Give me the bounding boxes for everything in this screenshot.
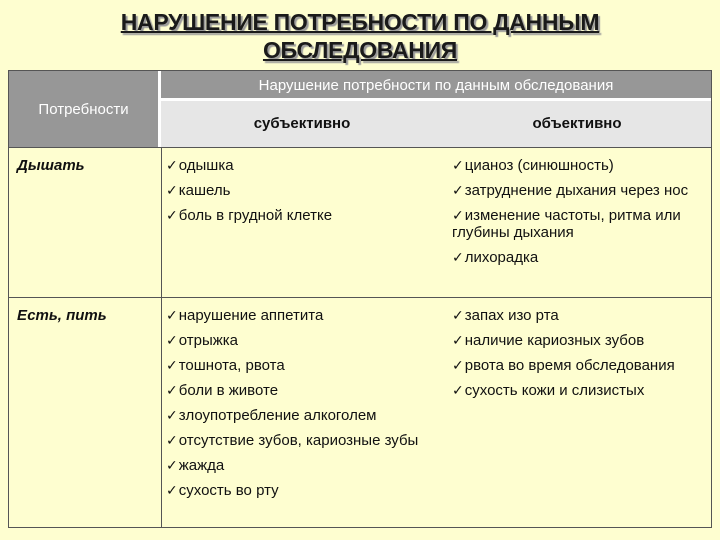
row-2-subjective-list	[166, 307, 438, 499]
list-item-text: сухость кожи и слизистых	[464, 382, 645, 399]
list-item-text: рвота во время обследования	[464, 357, 675, 374]
checkmark-icon: ✓	[452, 382, 464, 398]
list-item	[452, 307, 702, 324]
list-item	[166, 157, 438, 174]
checkmark-icon: ✓	[166, 432, 178, 448]
need-breathe: Дышать	[17, 157, 85, 174]
list-item	[452, 182, 702, 199]
checkmark-icon: ✓	[166, 157, 178, 173]
list-item-text: злоупотребление алкоголем	[178, 407, 377, 424]
checkmark-icon: ✓	[452, 182, 464, 198]
checkmark-icon: ✓	[166, 207, 178, 223]
row-divider	[9, 147, 711, 148]
header-group: Нарушение потребности по данным обследования	[161, 71, 711, 101]
checkmark-icon: ✓	[166, 382, 178, 398]
list-item-text: цианоз (синюшность)	[464, 157, 614, 174]
list-item	[166, 357, 438, 374]
list-item	[452, 332, 702, 349]
checkmark-icon: ✓	[452, 249, 464, 265]
list-item-text: изменение частоты, ритма или глубины дыхания	[452, 207, 681, 241]
list-item-text: нарушение аппетита	[178, 307, 324, 324]
list-item-text: отрыжка	[178, 332, 239, 349]
list-item-text: тошнота, рвота	[178, 357, 285, 374]
list-item	[452, 157, 702, 174]
list-item-text: лихорадка	[464, 249, 539, 266]
list-item	[166, 207, 438, 224]
list-item	[166, 332, 438, 349]
title-line-1: НАРУШЕНИЕ ПОТРЕБНОСТИ ПО ДАННЫМ	[120, 9, 600, 35]
list-item-text: одышка	[178, 157, 234, 174]
checkmark-icon: ✓	[452, 207, 464, 223]
list-item-text: жажда	[178, 457, 225, 474]
header-needs: Потребности	[9, 71, 161, 147]
list-item	[166, 382, 438, 399]
row-1-objective-list	[452, 157, 702, 266]
checkmark-icon: ✓	[166, 407, 178, 423]
list-item	[452, 357, 702, 374]
checkmark-icon: ✓	[166, 307, 178, 323]
checkmark-icon: ✓	[166, 457, 178, 473]
checkmark-icon: ✓	[166, 332, 178, 348]
list-item	[452, 249, 702, 266]
list-item-text: затруднение дыхания через нос	[464, 182, 689, 199]
list-item	[452, 382, 702, 399]
list-item	[166, 182, 438, 199]
list-item-text: боли в животе	[178, 382, 279, 399]
needs-table	[8, 70, 712, 528]
page-title	[0, 8, 720, 64]
checkmark-icon: ✓	[452, 307, 464, 323]
list-item-text: боль в грудной клетке	[178, 207, 333, 224]
header-subjective: субъективно	[161, 101, 443, 147]
list-item	[166, 457, 438, 474]
list-item	[452, 207, 702, 241]
list-item-text: отсутствие зубов, кариозные зубы	[178, 432, 419, 449]
checkmark-icon: ✓	[452, 357, 464, 373]
checkmark-icon: ✓	[452, 157, 464, 173]
row-1-subjective-list	[166, 157, 438, 224]
list-item	[166, 432, 438, 449]
checkmark-icon: ✓	[166, 357, 178, 373]
list-item	[166, 307, 438, 324]
list-item-text: наличие кариозных зубов	[464, 332, 645, 349]
checkmark-icon: ✓	[166, 182, 178, 198]
list-item	[166, 482, 438, 499]
column-divider	[161, 147, 162, 527]
need-eat-drink: Есть, пить	[17, 307, 107, 324]
row-2-objective	[452, 307, 702, 407]
list-item-text: кашель	[178, 182, 231, 199]
list-item	[166, 407, 438, 424]
row-1-subjective	[166, 157, 438, 232]
header-objective: объективно	[443, 101, 711, 147]
row-1-objective	[452, 157, 702, 274]
row-divider	[9, 297, 711, 298]
list-item-text: запах изо рта	[464, 307, 559, 324]
checkmark-icon: ✓	[166, 482, 178, 498]
row-2-objective-list	[452, 307, 702, 399]
list-item-text: сухость во рту	[178, 482, 279, 499]
title-line-2: ОБСЛЕДОВАНИЯ	[262, 37, 458, 63]
row-2-subjective	[166, 307, 438, 507]
checkmark-icon: ✓	[452, 332, 464, 348]
